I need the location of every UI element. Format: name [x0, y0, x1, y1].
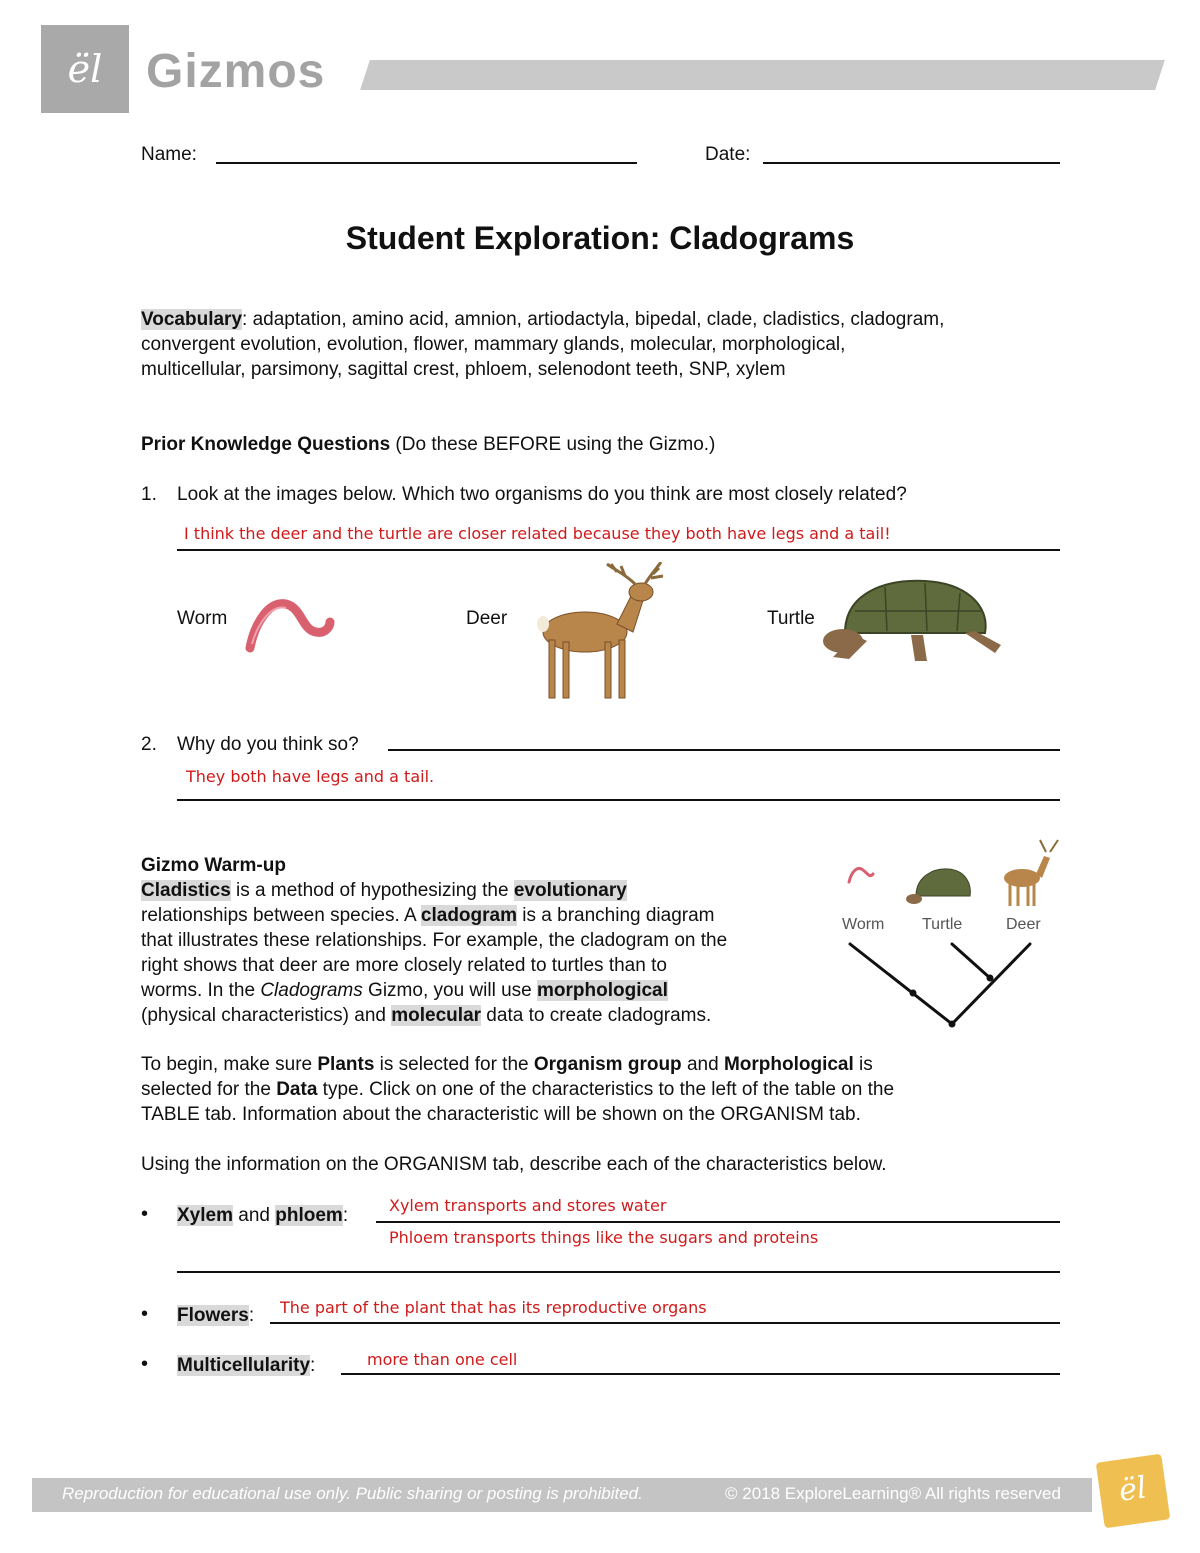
q2-answer-line-1: [388, 749, 1060, 751]
warmup-heading: Gizmo Warm-up: [141, 855, 286, 876]
flowers-answer[interactable]: The part of the plant that has its reproductive organs: [280, 1298, 707, 1317]
organism-label-deer: Deer: [466, 608, 508, 629]
q2-answer-line-2: [177, 799, 1060, 801]
vocabulary-label: Vocabulary: [141, 309, 243, 330]
brand-name: Gizmos: [146, 45, 326, 98]
cladogram-node-2: [987, 975, 994, 982]
multicellularity-answer-line: [341, 1373, 1060, 1375]
bullet-xylem: •: [141, 1203, 149, 1225]
cladogram-tree: [832, 936, 1072, 1032]
footer-disclaimer: Reproduction for educational use only. Public sharing or posting is prohibited.: [62, 1484, 643, 1503]
footer-copyright: © 2018 ExploreLearning® All rights reserved: [725, 1484, 1061, 1503]
q1-text: Look at the images below. Which two organisms do you think are most closely related?: [177, 484, 907, 505]
q1-number: 1.: [141, 484, 157, 505]
q2-number: 2.: [141, 734, 157, 755]
q2-answer[interactable]: They both have legs and a tail.: [186, 767, 435, 786]
worm-image: [240, 596, 340, 656]
multicellularity-label: Multicellularity:: [177, 1355, 316, 1376]
prior-knowledge-heading: Prior Knowledge Questions (Do these BEFORE using the Gizmo.): [141, 434, 716, 455]
footer-logo: ël: [1096, 1454, 1171, 1529]
flowers-answer-line: [270, 1322, 1060, 1324]
xylem-phloem-label: Xylem and phloem:: [177, 1205, 349, 1226]
q1-answer-line: [177, 549, 1060, 551]
bullet-multicellularity: •: [141, 1353, 149, 1375]
phloem-answer-line: [177, 1271, 1060, 1273]
warmup-paragraph-2: To begin, make sure Plants is selected for the Organism group and Morphological is selected for the Data type. Click on one of the characteristics to the left of the table on the TABLE tab. Information about the characteristic will be shown on the ORGANISM tab.: [141, 1054, 895, 1125]
cladogram-label-turtle: Turtle: [922, 916, 963, 933]
date-field[interactable]: [763, 162, 1060, 164]
deer-image: [525, 562, 670, 702]
vocabulary: Vocabulary: adaptation, amino acid, amnion, artiodactyla, bipedal, clade, cladistics, cladogram, convergent evolution, evolution, flower, mammary glands, molecular, morphological, multicellular, parsimony, sagittal crest, phloem, selenodont teeth, SNP, xylem: [141, 309, 945, 380]
cladogram-worm-icon: [846, 864, 876, 886]
cladogram-node-root: [949, 1021, 956, 1028]
q2-text: Why do you think so?: [177, 734, 359, 755]
phloem-answer[interactable]: Phloem transports things like the sugars and proteins: [389, 1228, 819, 1247]
xylem-answer-line: [376, 1221, 1060, 1223]
organism-label-worm: Worm: [177, 608, 228, 629]
xylem-answer[interactable]: Xylem transports and stores water: [389, 1196, 667, 1215]
cladogram-figure: [832, 836, 1072, 1032]
cladogram-turtle-icon: [906, 866, 976, 908]
multicellularity-answer[interactable]: more than one cell: [367, 1350, 518, 1369]
flowers-label: Flowers:: [177, 1305, 255, 1326]
worm-body: [250, 604, 330, 648]
warmup-paragraph-3: Using the information on the ORGANISM tab, describe each of the characteristics below.: [141, 1154, 887, 1175]
q1-answer[interactable]: I think the deer and the turtle are closer related because they both have legs and a tail!: [184, 524, 891, 543]
cladogram-deer-icon: [992, 838, 1062, 908]
turtle-shell: [845, 581, 986, 633]
cladogram-label-deer: Deer: [1006, 916, 1041, 933]
explorelearning-logo: ël: [41, 25, 129, 113]
warmup-paragraph-1: Cladistics is a method of hypothesizing the evolutionary relationships between species. A cladogram is a branching diagram that illustrates these relationships. For example, the cladogram on the right shows that deer are more closely related to turtles than to worms. In the Cladograms Gizmo, you will use morphological (physical characteristics) and molecular data to create cladograms.: [141, 880, 728, 1026]
turtle-image: [815, 575, 1005, 667]
bullet-flowers: •: [141, 1303, 149, 1325]
header-bar: [360, 60, 1165, 90]
name-field[interactable]: [216, 162, 637, 164]
cladogram-label-worm: Worm: [842, 916, 885, 933]
organism-label-turtle: Turtle: [767, 608, 815, 629]
page-title: Student Exploration: Cladograms: [345, 220, 855, 256]
cladogram-node-1: [910, 990, 917, 997]
name-label: Name:: [141, 144, 197, 165]
date-label: Date:: [705, 144, 751, 165]
